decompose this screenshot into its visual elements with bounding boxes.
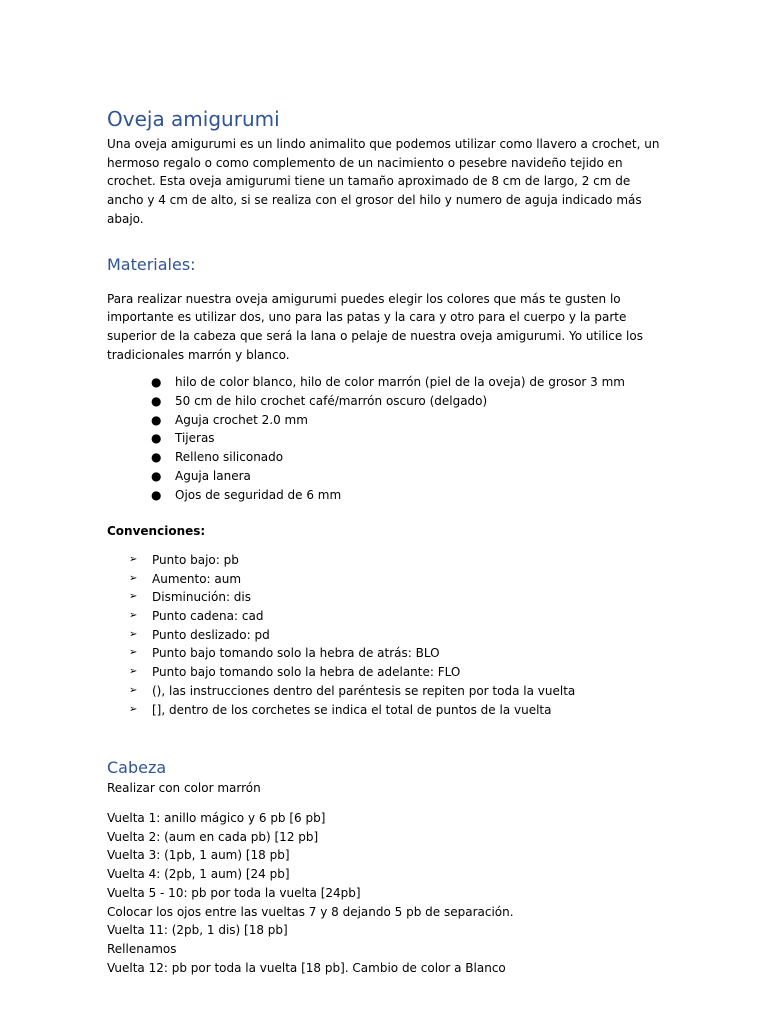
materials-paragraph: Para realizar nuestra oveja amigurumi puedes elegir los colores que más te gusten lo importante es utilizar dos, uno para las patas y la cara y otro para el cuerpo y la parte superior de la cabeza que será la lana o pelaje de nuestra oveja amigurumi. Yo utilice los tradicionales marrón y blanco. [107,291,643,362]
arrow-bullet-icon: ➢ [129,647,138,659]
arrow-bullet-icon: ➢ [129,628,138,640]
arrow-bullet-icon: ➢ [129,666,138,678]
bullet-icon: ● [151,450,162,465]
head-instructions [107,809,667,977]
materials-heading: Materiales: [107,254,196,274]
instruction-row: Vuelta 3: (1pb, 1 aum) [18 pb] [107,848,290,863]
instruction-row: Vuelta 5 - 10: pb por toda la vuelta [24pb] [107,885,361,900]
bullet-icon: ● [151,394,162,409]
intro-paragraph: Una oveja amigurumi es un lindo animalito que podemos utilizar como llavero a crochet, un hermoso regalo o como complemento de un nacimiento o pesebre navideño tejido en crochet. Esta oveja amigurumi tiene un tamaño aproximado de 8 cm de largo, 2 cm de ancho y 4 cm de alto, si se realiza con el grosor del hilo y numero de aguja indicado más abajo. [107,137,660,226]
instruction-row: Vuelta 12: pb por toda la vuelta [18 pb]. Cambio de color a Blanco [107,960,506,975]
list-item: ➢ Disminución: dis [107,588,667,607]
arrow-bullet-icon: ➢ [129,591,138,603]
head-heading: Cabeza [107,758,167,778]
arrow-bullet-icon: ➢ [129,703,138,715]
materials-list [107,373,667,504]
conventions-heading: Convenciones: [107,524,206,539]
list-item: ➢ Aumento: aum [107,570,667,589]
list-item: ● Aguja crochet 2.0 mm [107,411,667,430]
conventions-list [107,551,667,719]
document-title: Oveja amigurumi [107,107,280,131]
instruction-row: Rellenamos [107,941,177,956]
arrow-bullet-icon: ➢ [129,572,138,584]
list-item: ● Aguja lanera [107,467,667,486]
bullet-icon: ● [151,468,162,483]
instruction-row: Vuelta 1: anillo mágico y 6 pb [6 pb] [107,810,326,825]
instruction-row: Vuelta 11: (2pb, 1 dis) [18 pb] [107,923,288,938]
list-item: ➢ Punto bajo: pb [107,551,667,570]
bullet-icon: ● [151,431,162,446]
list-item: ● Tijeras [107,429,667,448]
arrow-bullet-icon: ➢ [129,684,138,696]
list-item: ● hilo de color blanco, hilo de color marrón (piel de la oveja) de grosor 3 mm [107,373,667,392]
list-item: ● Relleno siliconado [107,448,667,467]
list-item: ➢ (), las instrucciones dentro del paréntesis se repiten por toda la vuelta [107,682,667,701]
list-item: ● Ojos de seguridad de 6 mm [107,486,667,505]
list-item: ➢ Punto cadena: cad [107,607,667,626]
list-item: ➢ [], dentro de los corchetes se indica el total de puntos de la vuelta [107,701,667,720]
instruction-row: Vuelta 2: (aum en cada pb) [12 pb] [107,829,319,844]
document-content [107,104,667,977]
instruction-row: Colocar los ojos entre las vueltas 7 y 8 dejando 5 pb de separación. [107,904,514,919]
list-item: ➢ Punto deslizado: pd [107,626,667,645]
bullet-icon: ● [151,487,162,502]
bullet-icon: ● [151,412,162,427]
instruction-row: Vuelta 4: (2pb, 1 aum) [24 pb] [107,867,290,882]
list-item: ● 50 cm de hilo crochet café/marrón oscuro (delgado) [107,392,667,411]
head-color-note: Realizar con color marrón [107,781,261,796]
arrow-bullet-icon: ➢ [129,553,138,565]
list-item: ➢ Punto bajo tomando solo la hebra de adelante: FLO [107,663,667,682]
arrow-bullet-icon: ➢ [129,610,138,622]
list-item: ➢ Punto bajo tomando solo la hebra de atrás: BLO [107,644,667,663]
bullet-icon: ● [151,375,162,390]
